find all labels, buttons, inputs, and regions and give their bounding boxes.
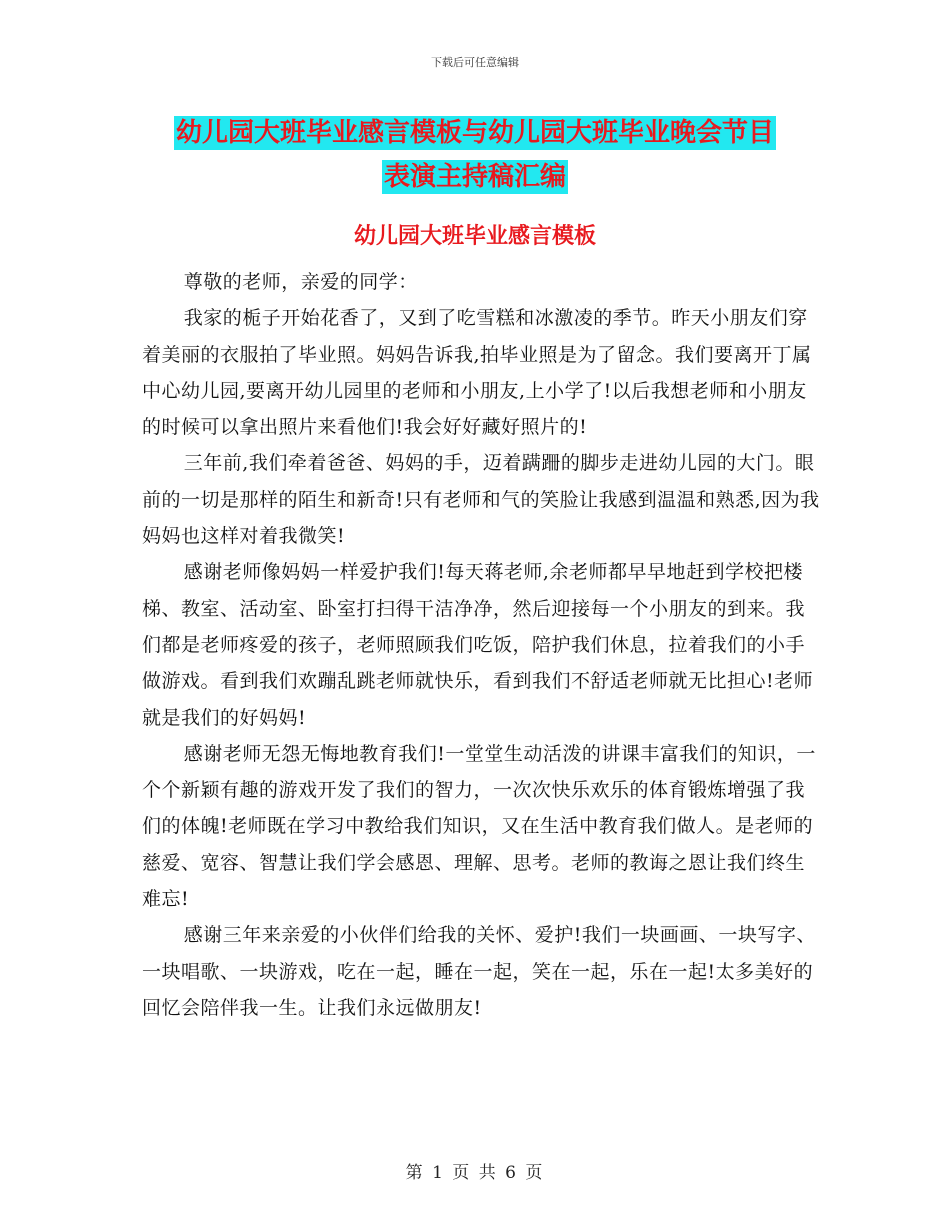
paragraph: 我家的栀子开始花香了，又到了吃雪糕和冰激凌的季节。昨天小朋友们穿着美丽的衣服拍了毕业照。妈妈告诉我,拍毕业照是为了留念。我们要离开丁属中心幼儿园,要离开幼儿园里的老师和小朋友,上小学了!以后我想老师和小朋友的时候可以拿出照片来看他们!我会好好藏好照片的! [142, 307, 812, 439]
document-title-text-1: 幼儿园大班毕业感言模板与幼儿园大班毕业晚会节目 [175, 118, 774, 148]
paragraph: 感谢三年来亲爱的小伙伴们给我的关怀、爱护!我们一块画画、一块写字、一块唱歌、一块游戏，吃在一起，睡在一起，笑在一起，乐在一起!太多美好的回忆会陪伴我一生。让我们永远做朋友! [142, 924, 816, 1019]
document-body [142, 264, 822, 1026]
header-note: 下载后可任意编辑 [431, 56, 519, 69]
paragraph: 感谢老师像妈妈一样爱护我们!每天蒋老师,余老师都早早地赶到学校把楼梯、教室、活动室、卧室打扫得干洁净净，然后迎接每一个小朋友的到来。我们都是老师疼爱的孩子，老师照顾我们吃饭，陪护我们休息，拉着我们的小手做游戏。看到我们欢蹦乱跳老师就快乐，看到我们不舒适老师就无比担心!老师就是我们的好妈妈! [142, 561, 814, 729]
page-number: 第 1 页 共 6 页 [405, 1163, 545, 1183]
paragraph-salutation: 尊敬的老师，亲爱的同学： [183, 271, 418, 293]
paragraph: 感谢老师无怨无悔地教育我们!一堂堂生动活泼的讲课丰富我们的知识，一个个新颖有趣的游戏开发了我们的智力，一次次快乐欢乐的体育锻炼增强了我们的体魄!老师既在学习中教给我们知识，又在生活中教育我们做人。是老师的慈爱、宽容、智慧让我们学会感恩、理解、思考。老师的教诲之恩让我们终生难忘! [142, 742, 816, 911]
document-title-line-1 [0, 112, 950, 149]
document-title-line-2 [0, 156, 950, 193]
paragraph: 三年前,我们牵着爸爸、妈妈的手，迈着蹒跚的脚步走进幼儿园的大门。眼前的一切是那样的陌生和新奇!只有老师和气的笑脸让我感到温温和熟悉,因为我妈妈也这样对着我微笑! [142, 452, 820, 548]
document-title-text-2: 表演主持稿汇编 [383, 162, 566, 192]
section-title: 幼儿园大班毕业感言模板 [353, 224, 596, 249]
